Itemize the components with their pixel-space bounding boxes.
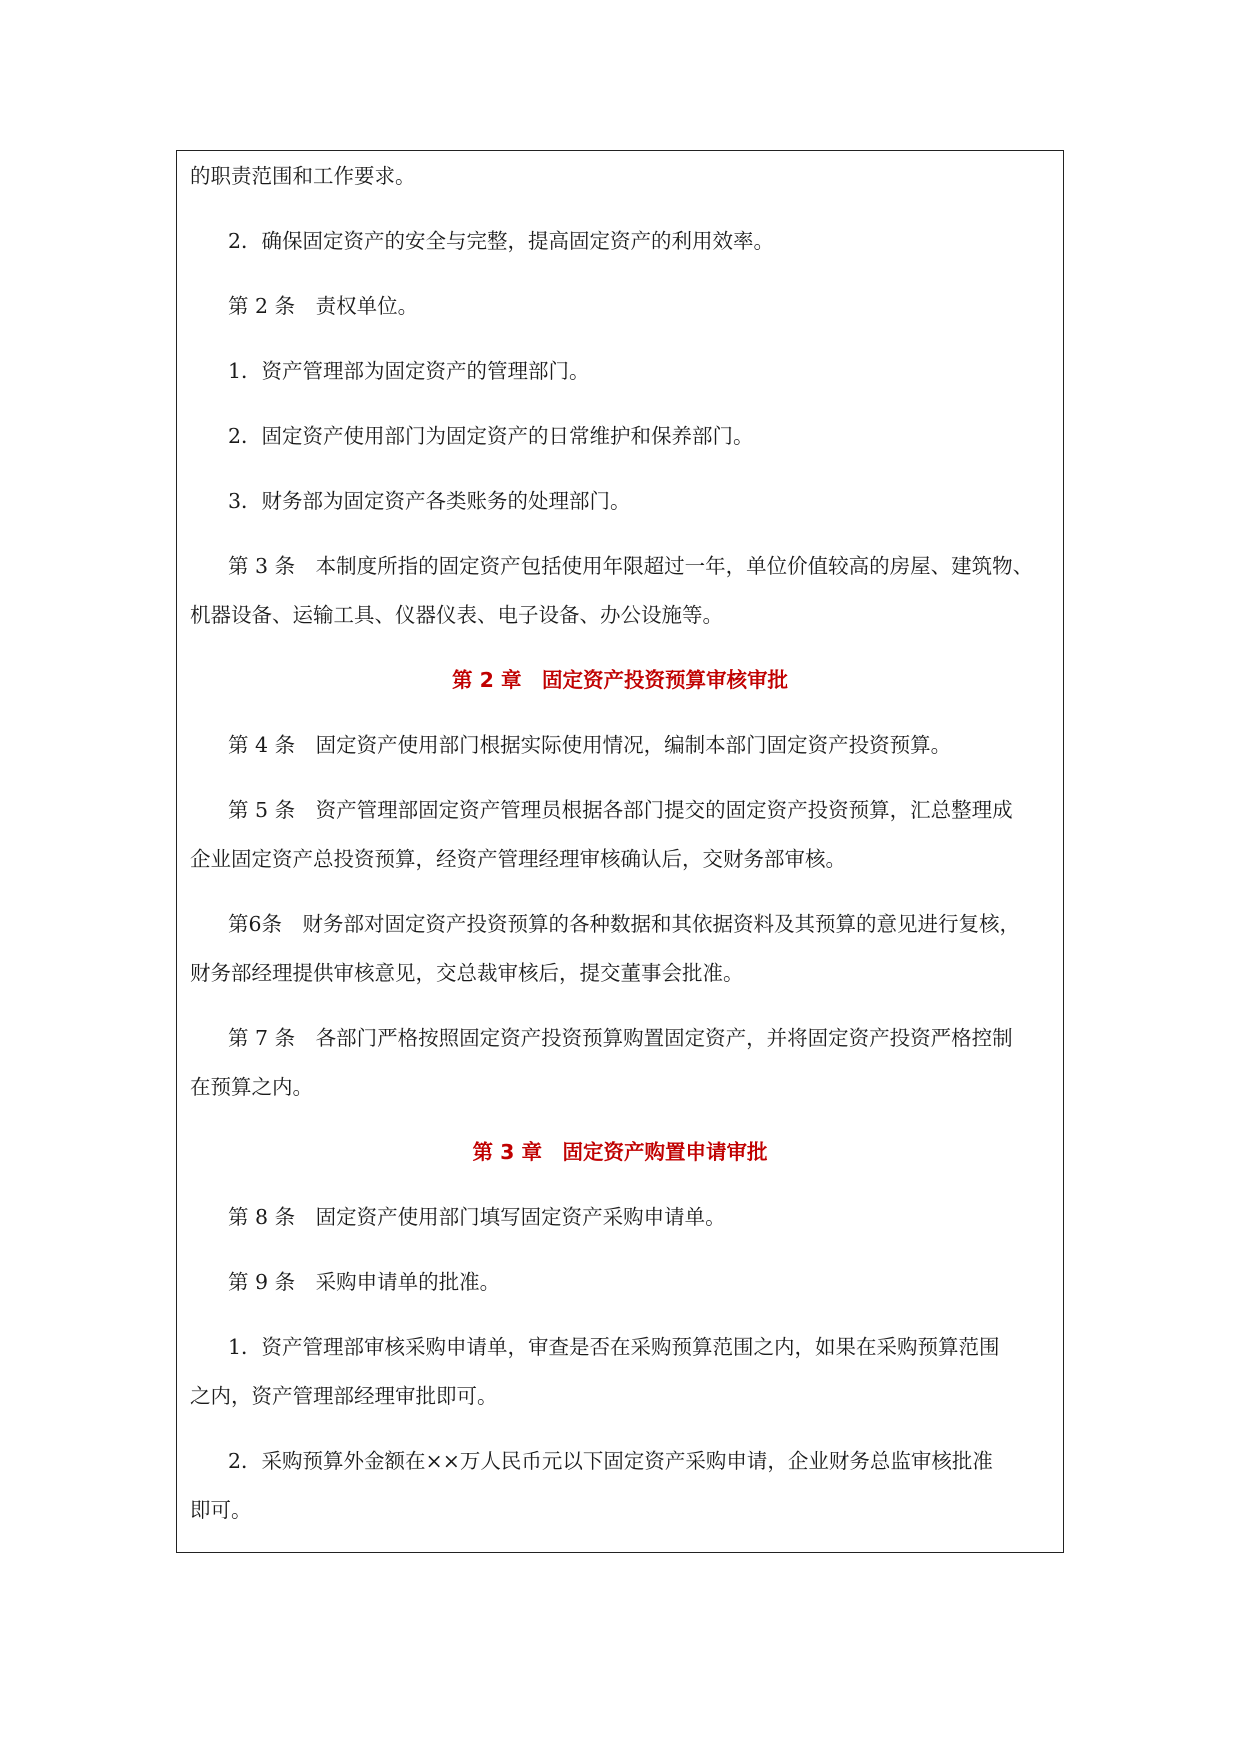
paragraph-item: 1．资产管理部审核采购申请单，审查是否在采购预算范围之内，如果在采购预算范围 之内，资产管理部经理审批即可。 [190,1335,1000,1408]
article-2: 第 2 条 责权单位。 [228,294,419,318]
paragraph-item: 2．采购预算外金额在××万人民币元以下固定资产采购申请，企业财务总监审核批准 即可。 [190,1449,993,1522]
chapter-2-heading: 第 2 章 固定资产投资预算审核审批 [451,668,789,692]
paragraph-item: 2．固定资产使用部门为固定资产的日常维护和保养部门。 [228,424,754,448]
paragraph-item: 2．确保固定资产的安全与完整，提高固定资产的利用效率。 [228,229,775,253]
paragraph-continuation: 的职责范围和工作要求。 [190,164,416,188]
article-9: 第 9 条 采购申请单的批准。 [228,1270,501,1294]
article-3: 第 3 条 本制度所指的固定资产包括使用年限超过一年，单位价值较高的房屋、建筑物、 机器设备、运输工具、仪器仪表、电子设备、办公设施等。 [190,554,1034,627]
chapter-3-heading: 第 3 章 固定资产购置申请审批 [472,1140,768,1164]
paragraph-item: 1．资产管理部为固定资产的管理部门。 [228,359,590,383]
article-5: 第 5 条 资产管理部固定资产管理员根据各部门提交的固定资产投资预算，汇总整理成 企业固定资产总投资预算，经资产管理经理审核确认后，交财务部审核。 [190,798,1013,871]
paragraph-item: 3．财务部为固定资产各类账务的处理部门。 [228,489,631,513]
article-4: 第 4 条 固定资产使用部门根据实际使用情况，编制本部门固定资产投资预算。 [228,733,952,757]
article-8: 第 8 条 固定资产使用部门填写固定资产采购申请单。 [228,1205,726,1229]
article-7: 第 7 条 各部门严格按照固定资产投资预算购置固定资产，并将固定资产投资严格控制 在预算之内。 [190,1026,1013,1099]
article-6: 第6条 财务部对固定资产投资预算的各种数据和其依据资料及其预算的意见进行复核， 财务部经理提供审核意见，交总裁审核后，提交董事会批准。 [190,912,1021,985]
